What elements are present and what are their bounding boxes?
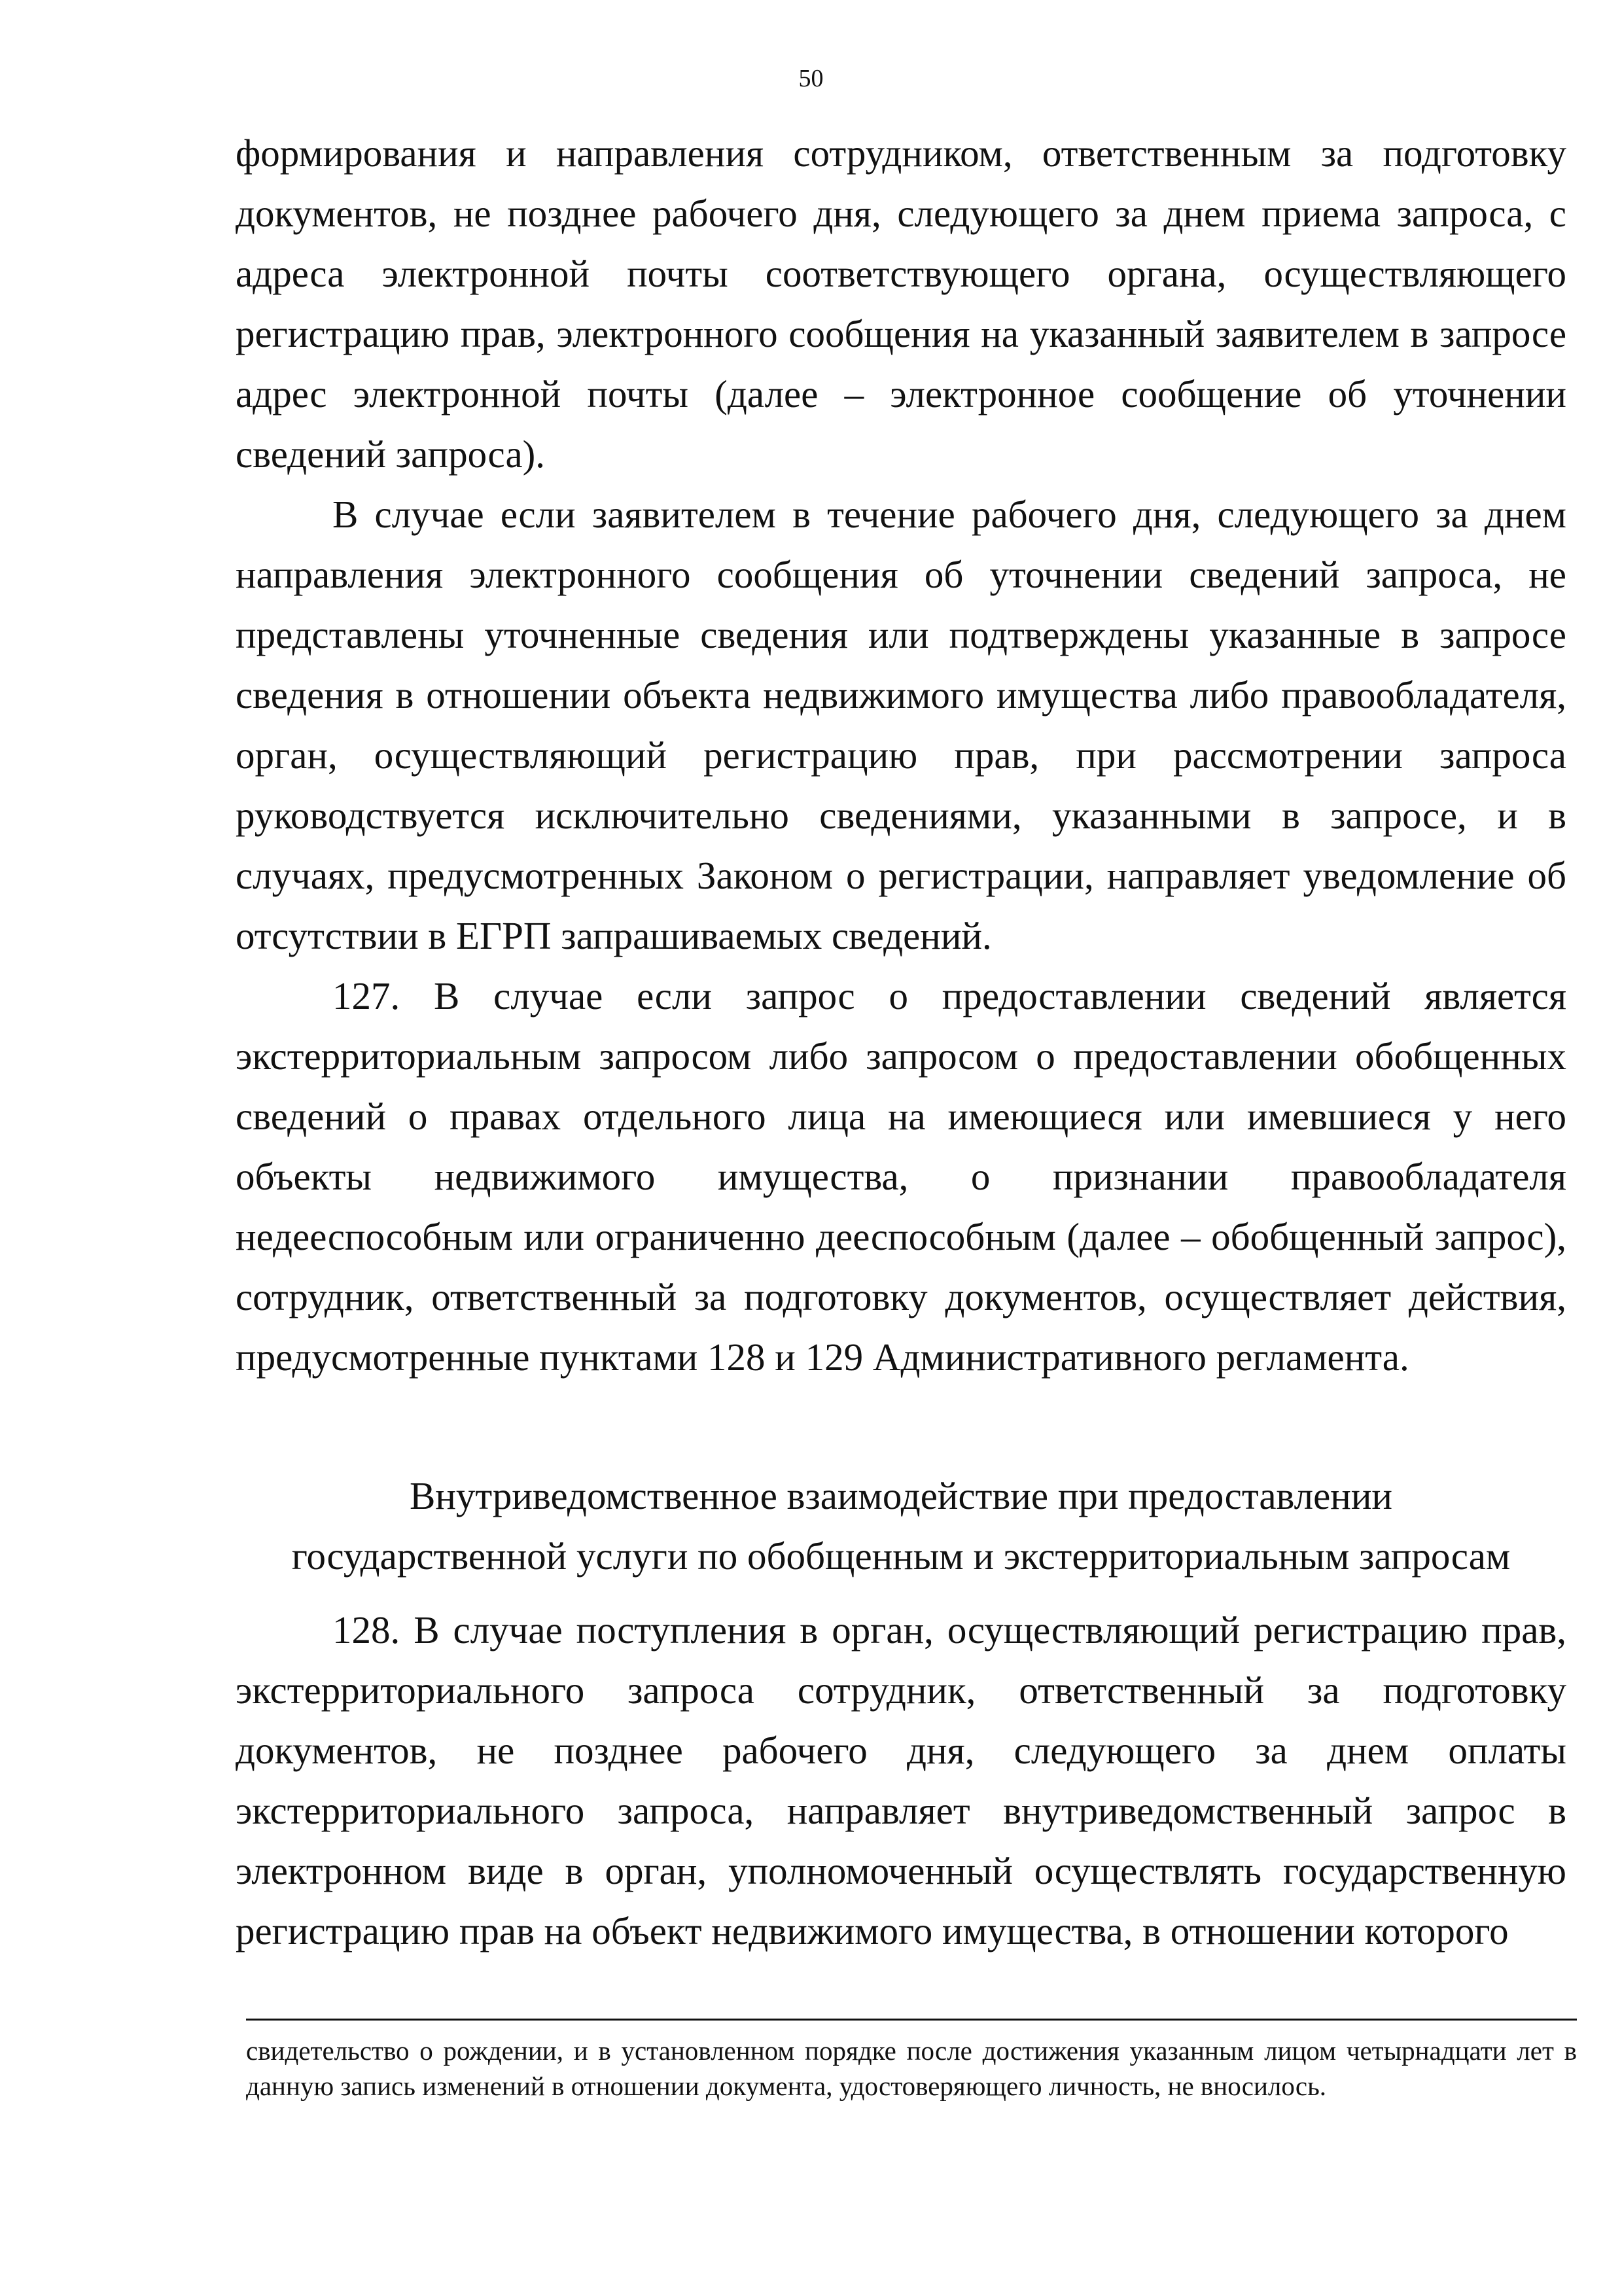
- section-heading-line-2: государственной услуги по обобщенным и экстерриториальным запросам: [291, 1534, 1511, 1578]
- footnote: [246, 2033, 1577, 2104]
- paragraph-128: 128. В случае поступления в орган, осуществляющий регистрацию прав, экстерриториального запроса сотрудник, ответственный за подготовку документов, не позднее рабочего дня, следующего за днем оплаты экстерриториального запроса, направляет внутриведомственный запрос в электронном виде в орган, уполномоченный осуществлять государственную регистрацию прав на объект недвижимого имущества, в отношении которого: [236, 1608, 1566, 1952]
- paragraph-continuation: формирования и направления сотрудником, ответственным за подготовку документов, не позднее рабочего дня, следующего за днем приема запроса, с адреса электронной почты соответствующего органа, осуществляющего регистрацию прав, электронного сообщения на указанный заявителем в запросе адрес электронной почты (далее – электронное сообщение об уточнении сведений запроса).: [236, 132, 1566, 476]
- body-text-lower: [236, 1600, 1566, 1961]
- paragraph-127: 127. В случае если запрос о предоставлении сведений является экстерриториальным запросом либо запросом о предоставлении обобщенных сведений о правах отдельного лица на имеющиеся или имевшиеся у него объекты недвижимого имущества, о признании правообладателя недееспособным или ограниченно дееспособным (далее – обобщенный запрос), сотрудник, ответственный за подготовку документов, осуществляет действия, предусмотренные пунктами 128 и 129 Административного регламента.: [236, 974, 1566, 1379]
- footnote-text: свидетельство о рождении, и в установленном порядке после достижения указанным лицом четырнадцати лет в данную запись изменений в отношении документа, удостоверяющего личность, не вносилось.: [246, 2036, 1577, 2101]
- page-number: 50: [798, 65, 824, 92]
- section-heading: [236, 1466, 1566, 1586]
- section-heading-line-1: Внутриведомственное взаимодействие при предоставлении: [410, 1474, 1392, 1517]
- paragraph-unclarified-request: В случае если заявителем в течение рабочего дня, следующего за днем направления электронного сообщения об уточнении сведений запроса, не представлены уточненные сведения или подтверждены указанные в запросе сведения в отношении объекта недвижимого имущества либо правообладателя, орган, осуществляющий регистрацию прав, при рассмотрении запроса руководствуется исключительно сведениями, указанными в запросе, и в случаях, предусмотренных Законом о регистрации, направляет уведомление об отсутствии в ЕГРП запрашиваемых сведений.: [236, 493, 1566, 957]
- footnote-divider: [246, 2019, 1577, 2021]
- body-text-upper: [236, 123, 1566, 1387]
